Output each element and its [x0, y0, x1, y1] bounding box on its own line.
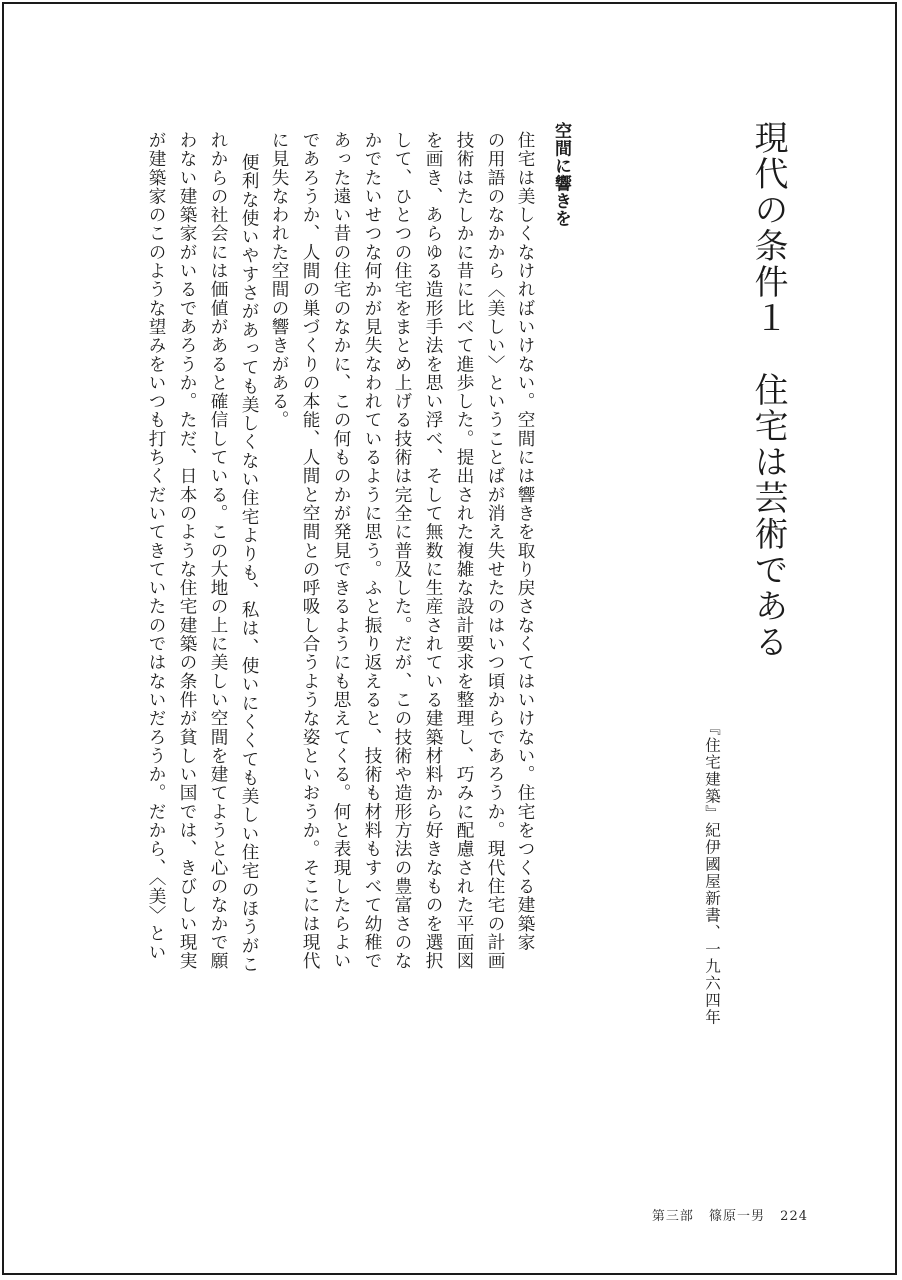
body-line: れからの社会には価値があると確信している。この大地の上に美しい空間を建てようと心のなかで願 [208, 131, 228, 971]
body-line: を画き、あらゆる造形手法を思い浮べ、そして無数に生産されている建築材料から好きなものを選択 [423, 131, 443, 971]
body-line: の用語のなかから〈美しい〉ということばが消え失せたのはいつ頃からであろうか。現代住宅の計画 [485, 131, 505, 971]
body-line: 便利な使いやすさがあっても美しくない住宅よりも、私は、使いにくくても美しい住宅のほうがこ [239, 153, 259, 974]
section-subheading: 空間に響きを [551, 122, 571, 227]
footer-author: 篠原一男 [709, 1209, 766, 1224]
footer-part: 第三部 [651, 1209, 694, 1224]
source-citation: 『住宅建築』紀伊國屋新書、一九六四年 [703, 720, 721, 1026]
body-line: かでたいせつな何かが見失なわれているように思う。ふと振り返えると、技術も材料もすべて幼稚で [362, 131, 382, 971]
body-line: して、ひとつの住宅をまとめ上げる技術は完全に普及した。だが、この技術や造形方法の豊富さのな [392, 131, 412, 971]
body-line: あった遠い昔の住宅のなかに、この何ものかが発見できるようにも思えてくる。何と表現したらよい [331, 131, 351, 971]
body-line: が建築家のこのような望みをいつも打ちくだいてきていたのではないだろうか。だから、〈美〉とい [146, 131, 166, 962]
page-footer [642, 1205, 808, 1224]
page-title: 現代の条件１ 住宅は芸術である [748, 120, 788, 660]
body-line: 住宅は美しくなければいけない。空間には響きを取り戻さなくてはいけない。住宅をつくる建築家 [515, 131, 535, 952]
body-line: であろうか、人間の巣づくりの本能、人間と空間との呼吸し合うような姿といおうか。そこには現代 [300, 131, 320, 971]
body-line: に見失なわれた空間の響きがある。 [269, 131, 289, 430]
body-line: 技術はたしかに昔に比べて進歩した。提出された複雑な設計要求を整理し、巧みに配慮された平面図 [454, 131, 474, 971]
page-number: 224 [780, 1209, 808, 1224]
body-line: わない建築家がいるであろうか。ただ、日本のような住宅建築の条件が貧しい国では、きびしい現実 [177, 131, 197, 971]
